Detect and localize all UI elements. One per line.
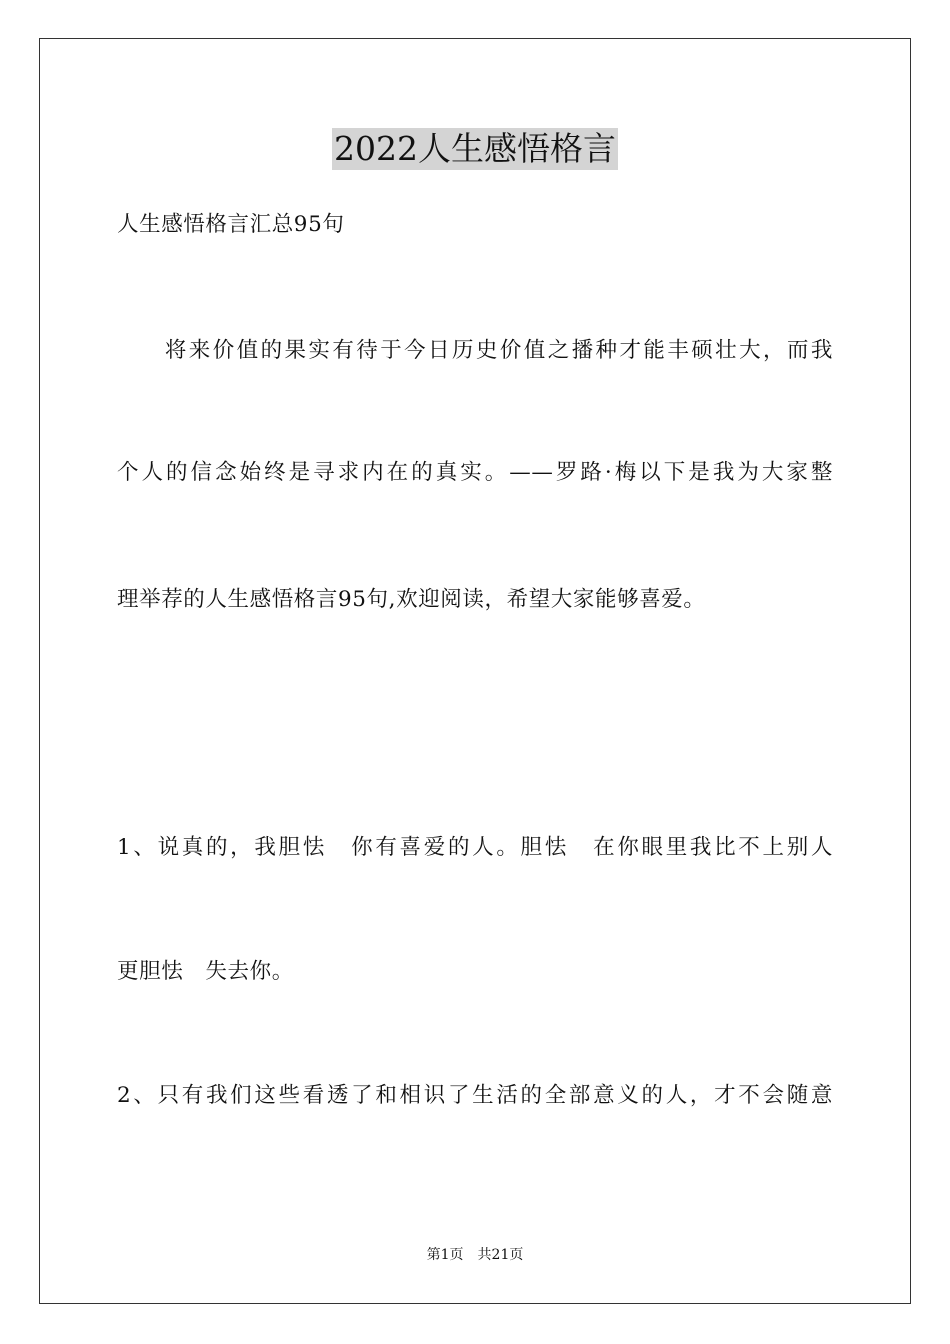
paragraph-line: 理举荐的人生感悟格言95句,欢迎阅读，希望大家能够喜爱。 (117, 587, 706, 612)
paragraph-line: 1、说真的，我胆怯 你有喜爱的人。胆怯 在你眼里我比不上别人 (117, 835, 833, 860)
document-subtitle: 人生感悟格言汇总95句 (117, 212, 345, 237)
paragraph-line: 2、只有我们这些看透了和相识了生活的全部意义的人，才不会随意 (117, 1083, 833, 1108)
total-pages: 共21页 (477, 1247, 524, 1263)
page-footer (0, 1246, 950, 1264)
paragraph-line: 更胆怯 失去你。 (117, 959, 294, 984)
document-title: 2022人生感悟格言 (334, 129, 616, 168)
paragraph-line: 个人的信念始终是寻求内在的真实。——罗路·梅以下是我为大家整 (117, 460, 833, 485)
paragraph-line: 将来价值的果实有待于今日历史价值之播种才能丰硕壮大，而我 (117, 338, 833, 363)
page-number: 第1页 (426, 1247, 464, 1263)
title-container (0, 128, 950, 170)
